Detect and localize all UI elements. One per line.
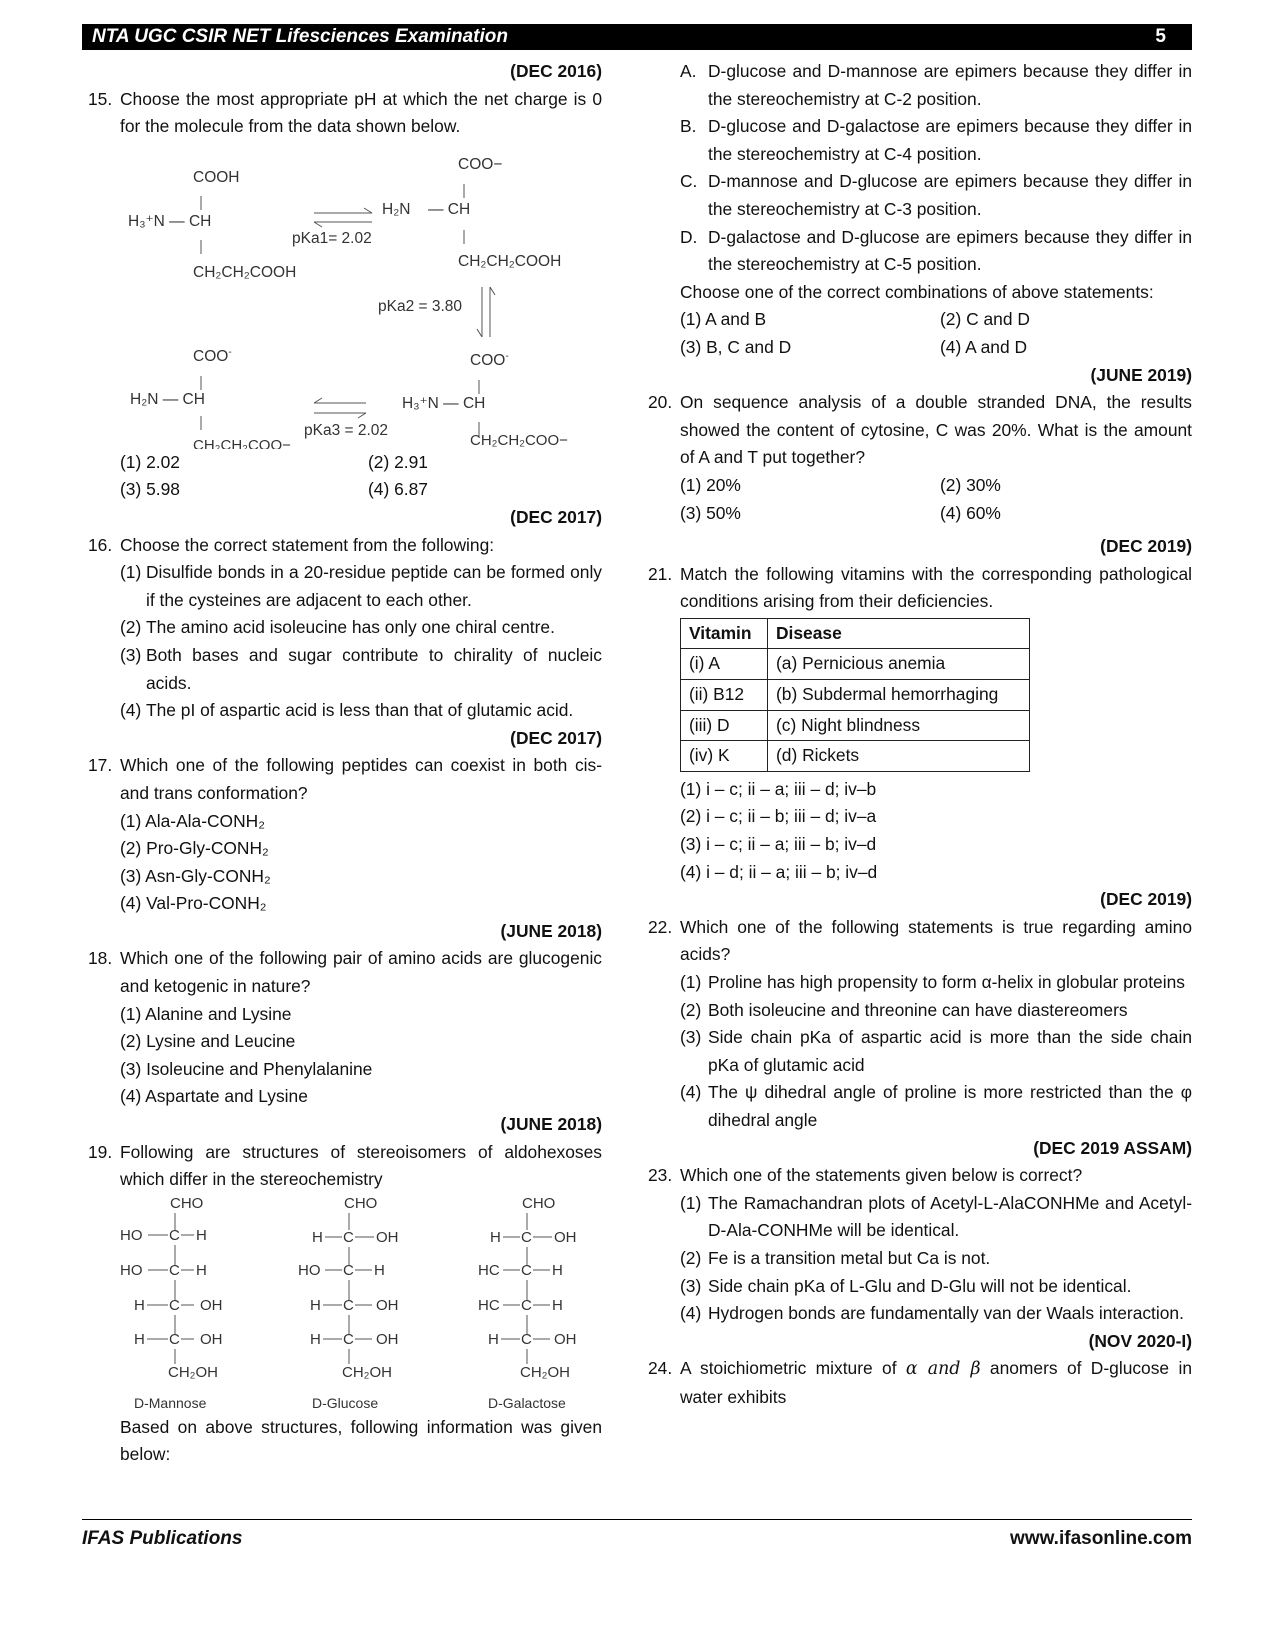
question-number: 22.	[648, 916, 673, 937]
question-text: Following are structures of stereoisomers of aldohexoses which differ in the stereochemistry	[120, 1141, 602, 1190]
svg-text:D-Galactose: D-Galactose	[488, 1394, 566, 1411]
table-cell: (iii) D	[681, 710, 768, 741]
right-column	[648, 58, 1192, 1412]
option-4[interactable]: (4) 60%	[940, 502, 1001, 523]
svg-text:HC: HC	[478, 1261, 500, 1279]
year-tag: (JUNE 2018)	[500, 1114, 602, 1135]
h3n-ch-label-2: H₃⁺N — CH	[402, 394, 486, 412]
option-2[interactable]: (2) 30%	[940, 474, 1001, 495]
option-item[interactable]: (4) i – d; ii – a; iii – b; iv–d	[680, 861, 878, 882]
question-number: 15.	[88, 88, 113, 109]
option-item[interactable]: (1) The Ramachandran plots of Acetyl-L-AlaCONHMe and Acetyl-D-Ala-CONHMe will be identical.	[680, 1192, 1192, 1241]
coo-label-2: COO-	[470, 350, 509, 369]
year-tag: (DEC 2019)	[1100, 536, 1192, 557]
choose-instruction: Choose one of the correct combinations of above statements:	[680, 281, 1154, 302]
table-cell: (d) Rickets	[768, 741, 1030, 772]
glucose-structure	[298, 1195, 399, 1411]
option-4[interactable]: (4) 6.87	[368, 479, 428, 500]
svg-text:H: H	[310, 1296, 321, 1314]
option-1[interactable]: (1) 2.02	[120, 451, 180, 472]
svg-text:CH₂OH: CH₂OH	[520, 1363, 570, 1381]
question-text: Match the following vitamins with the corresponding pathological conditions arising from their deficiencies.	[680, 563, 1192, 612]
svg-text:H: H	[134, 1330, 145, 1348]
question-text: Choose the correct statement from the following:	[120, 534, 495, 555]
svg-text:HO: HO	[120, 1261, 143, 1279]
footer-publisher: IFAS Publications	[82, 1528, 243, 1549]
svg-text:H: H	[552, 1296, 563, 1314]
svg-text:C: C	[343, 1296, 354, 1314]
question-text: On sequence analysis of a double stranded DNA, the results showed the content of cytosine, C was 20%. What is the amount of A and T put together?	[680, 392, 1192, 468]
svg-text:C: C	[343, 1261, 354, 1279]
statement-item: D. D-galactose and D-glucose are epimers because they differ in the stereochemistry at C-5 position.	[680, 226, 1192, 275]
svg-text:OH: OH	[376, 1330, 399, 1348]
svg-text:CHO: CHO	[522, 1194, 556, 1212]
q20-options-b	[680, 500, 1192, 528]
table-row	[681, 680, 1030, 711]
option-item[interactable]: (1) i – c; ii – a; iii – d; iv–b	[680, 778, 877, 799]
side-chain-coo-label: CH₂CH₂COO−	[193, 436, 291, 449]
question-number: 16.	[88, 534, 113, 555]
svg-text:H: H	[490, 1228, 501, 1246]
svg-text:HO: HO	[120, 1226, 143, 1244]
svg-text:H: H	[310, 1330, 321, 1348]
table-cell: (ii) B12	[681, 680, 768, 711]
h3n-ch-label: H₃⁺N — CH	[128, 212, 212, 230]
galactose-structure	[478, 1195, 577, 1411]
question-21	[642, 561, 1192, 616]
table-row	[681, 710, 1030, 741]
svg-text:OH: OH	[554, 1330, 577, 1348]
coo-label: COO-	[193, 346, 232, 365]
svg-text:C: C	[169, 1330, 180, 1348]
svg-text:C: C	[169, 1226, 180, 1244]
svg-text:OH: OH	[200, 1296, 223, 1314]
svg-text:C: C	[169, 1261, 180, 1279]
svg-text:H: H	[196, 1261, 207, 1279]
q19-options-b	[680, 334, 1192, 362]
page-number: 5	[1155, 26, 1166, 47]
svg-text:H: H	[312, 1228, 323, 1246]
svg-text:OH: OH	[200, 1330, 223, 1348]
svg-text:H: H	[374, 1261, 385, 1279]
svg-text:C: C	[343, 1330, 354, 1348]
svg-text:C: C	[521, 1296, 532, 1314]
question-number: 19.	[88, 1141, 113, 1162]
ionization-scheme-diagram	[82, 141, 602, 449]
option-item[interactable]: (1) Disulfide bonds in a 20-residue peptide can be formed only if the cysteines are adjacent to each other.	[120, 562, 602, 610]
option-item[interactable]: (3) Asn-Gly-CONH₂	[120, 865, 271, 886]
pka3-label: pKa3 = 2.02	[304, 421, 389, 439]
ionization-scheme	[82, 141, 602, 449]
side-chain-cooh-label-2: CH₂CH₂COOH	[458, 252, 562, 270]
year-tag: (NOV 2020-I)	[1088, 1330, 1192, 1351]
year-tag: (DEC 2019)	[1100, 889, 1192, 910]
option-item[interactable]: (4) Val-Pro-CONH₂	[120, 893, 267, 914]
question-20	[642, 389, 1192, 472]
svg-text:C: C	[343, 1228, 354, 1246]
svg-text:OH: OH	[554, 1228, 577, 1246]
column-header: Vitamin	[681, 618, 768, 649]
fischer-projections-diagram	[82, 1194, 602, 1414]
question-text: Which one of the statements given below is correct?	[680, 1165, 1083, 1186]
option-item[interactable]: (3) i – c; ii – a; iii – b; iv–d	[680, 834, 877, 855]
table-cell: (i) A	[681, 649, 768, 680]
statement-item: C. D-mannose and D-glucose are epimers because they differ in the stereochemistry at C-3 position.	[680, 171, 1192, 219]
svg-text:D-Mannose: D-Mannose	[134, 1394, 207, 1411]
mannose-structure	[120, 1195, 223, 1411]
option-item[interactable]: (3) Side chain pKa of aspartic acid is more than the side chain pKa of glutamic acid	[680, 1027, 1192, 1075]
svg-text:D-Glucose: D-Glucose	[312, 1394, 379, 1411]
table-row	[681, 741, 1030, 772]
svg-text:CHO: CHO	[170, 1194, 204, 1212]
footer-divider	[82, 1519, 1192, 1520]
question-18	[82, 945, 602, 1000]
question-17	[82, 752, 602, 807]
question-16	[82, 532, 602, 560]
option-4[interactable]: (4) A and D	[940, 336, 1028, 357]
option-item[interactable]: (2) Fe is a transition metal but Ca is not.	[680, 1247, 991, 1268]
q15-options-b	[82, 476, 602, 504]
coo-minus-label: COO−	[458, 155, 503, 173]
side-chain-coo-svg	[82, 427, 602, 453]
svg-text:C: C	[521, 1330, 532, 1348]
pka2-label: pKa2 = 3.80	[378, 297, 463, 315]
q20-options	[680, 472, 1192, 500]
svg-text:H: H	[488, 1330, 499, 1348]
page-header	[82, 24, 1192, 50]
table-cell: (c) Night blindness	[768, 710, 1030, 741]
statement-item: B. D-glucose and D-galactose are epimers because they differ in the stereochemistry at C-4 position.	[680, 116, 1192, 164]
question-text: Which one of the following pair of amino acids are glucogenic and ketogenic in nature?	[120, 948, 602, 997]
table-cell: (b) Subdermal hemorrhaging	[768, 680, 1030, 711]
question-number: 20.	[648, 392, 673, 413]
column-header: Disease	[768, 618, 1030, 649]
table-row	[681, 649, 1030, 680]
option-item[interactable]: (3) Isoleucine and Phenylalanine	[120, 1058, 373, 1079]
option-item[interactable]: (4) The ψ dihedral angle of proline is more restricted than the φ dihedral angle	[680, 1082, 1192, 1130]
option-item[interactable]: (1) Ala-Ala-CONH₂	[120, 810, 265, 831]
option-3[interactable]: (3) B, C and D	[680, 336, 792, 357]
statement-item: A. D-glucose and D-mannose are epimers because they differ in the stereochemistry at C-2 position.	[680, 61, 1192, 109]
q19-options	[680, 306, 1192, 334]
ch-label: — CH	[428, 200, 471, 218]
question-text: Which one of the following peptides can coexist in both cis- and trans conformation?	[120, 755, 602, 803]
q19-continuation: Based on above structures, following information was given below:	[120, 1416, 602, 1465]
option-item[interactable]: (2) Pro-Gly-CONH₂	[120, 838, 269, 859]
svg-text:H: H	[196, 1226, 207, 1244]
option-item[interactable]: (4) Aspartate and Lysine	[120, 1086, 308, 1107]
option-item[interactable]: (2) Lysine and Leucine	[120, 1031, 296, 1052]
option-2[interactable]: (2) 2.91	[368, 451, 428, 472]
footer-website[interactable]: www.ifasonline.com	[1010, 1528, 1192, 1549]
h2n-label: H₂N	[382, 200, 411, 218]
svg-text:CHO: CHO	[344, 1194, 378, 1212]
option-2[interactable]: (2) C and D	[940, 309, 1030, 330]
h2n-ch-label: H₂N — CH	[130, 390, 205, 408]
question-text: Which one of the following statements is true regarding amino acids?	[680, 916, 1192, 965]
year-tag: (DEC 2017)	[510, 506, 602, 527]
svg-text:OH: OH	[376, 1296, 399, 1314]
question-23	[642, 1162, 1192, 1190]
question-number: 18.	[88, 948, 113, 969]
svg-text:CH₂OH: CH₂OH	[342, 1363, 392, 1381]
option-item[interactable]: (2) i – c; ii – b; iii – d; iv–a	[680, 806, 877, 827]
pka1-label: pKa1= 2.02	[292, 229, 372, 247]
option-1[interactable]: (1) 20%	[680, 474, 741, 495]
question-19	[82, 1139, 602, 1194]
option-item[interactable]: (1) Proline has high propensity to form α-helix in globular proteins	[680, 972, 1185, 992]
table-header-row	[681, 618, 1030, 649]
option-item[interactable]: (1) Alanine and Lysine	[120, 1003, 292, 1024]
year-tag: (DEC 2017)	[510, 727, 602, 748]
question-22	[642, 914, 1192, 969]
svg-text:HC: HC	[478, 1296, 500, 1314]
question-text: Choose the most appropriate pH at which the net charge is 0 for the molecule from the data shown below.	[120, 88, 602, 137]
option-item[interactable]: (2) Both isoleucine and threonine can have diastereomers	[680, 999, 1128, 1020]
option-item[interactable]: (4) The pI of aspartic acid is less than that of glutamic acid.	[120, 700, 574, 721]
option-item[interactable]: (3) Both bases and sugar contribute to chirality of nucleic acids.	[120, 644, 602, 693]
header-title: NTA UGC CSIR NET Lifesciences Examination	[92, 26, 508, 47]
left-column	[82, 58, 602, 1469]
question-number: 23.	[648, 1165, 673, 1186]
question-number: 17.	[88, 755, 113, 776]
question-text-post: anomers of D-glucose in water exhibits	[680, 1358, 1192, 1407]
option-item[interactable]: (4) Hydrogen bonds are fundamentally van der Waals interaction.	[680, 1303, 1184, 1324]
svg-text:H: H	[552, 1261, 563, 1279]
question-15	[82, 86, 602, 141]
question-text-pre: A stoichiometric mixture of	[680, 1358, 897, 1379]
year-tag: (JUNE 2018)	[500, 920, 602, 941]
year-tag: (DEC 2019 ASSAM)	[1033, 1137, 1192, 1158]
question-24	[642, 1355, 1192, 1411]
svg-text:HO: HO	[298, 1261, 321, 1279]
option-item[interactable]: (2) The amino acid isoleucine has only one chiral centre.	[120, 617, 555, 638]
option-3[interactable]: (3) 50%	[680, 502, 741, 523]
side-chain-cooh-label: CH₂CH₂COOH	[193, 263, 297, 281]
anomer-math: α and β	[905, 1359, 981, 1380]
q15-options	[82, 449, 602, 477]
option-item[interactable]: (3) Side chain pKa of L-Glu and D-Glu will not be identical.	[680, 1275, 1132, 1296]
year-tag: (JUNE 2019)	[1090, 364, 1192, 385]
svg-text:C: C	[521, 1228, 532, 1246]
question-number: 24.	[648, 1358, 673, 1379]
svg-text:C: C	[169, 1296, 180, 1314]
fischer-projections	[82, 1194, 602, 1414]
side-chain-coo-label-2: CH₂CH₂COO−	[470, 431, 568, 449]
svg-text:C: C	[521, 1261, 532, 1279]
table-cell: (iv) K	[681, 741, 768, 772]
svg-text:OH: OH	[376, 1228, 399, 1246]
cooh-label: COOH	[193, 168, 240, 186]
year-tag: (DEC 2016)	[510, 61, 602, 81]
option-1[interactable]: (1) A and B	[680, 309, 767, 330]
svg-text:CH₂OH: CH₂OH	[168, 1363, 218, 1381]
vitamin-table	[680, 618, 1030, 772]
svg-text:H: H	[134, 1296, 145, 1314]
option-3[interactable]: (3) 5.98	[120, 479, 180, 500]
table-cell: (a) Pernicious anemia	[768, 649, 1030, 680]
question-number: 21.	[648, 563, 673, 584]
